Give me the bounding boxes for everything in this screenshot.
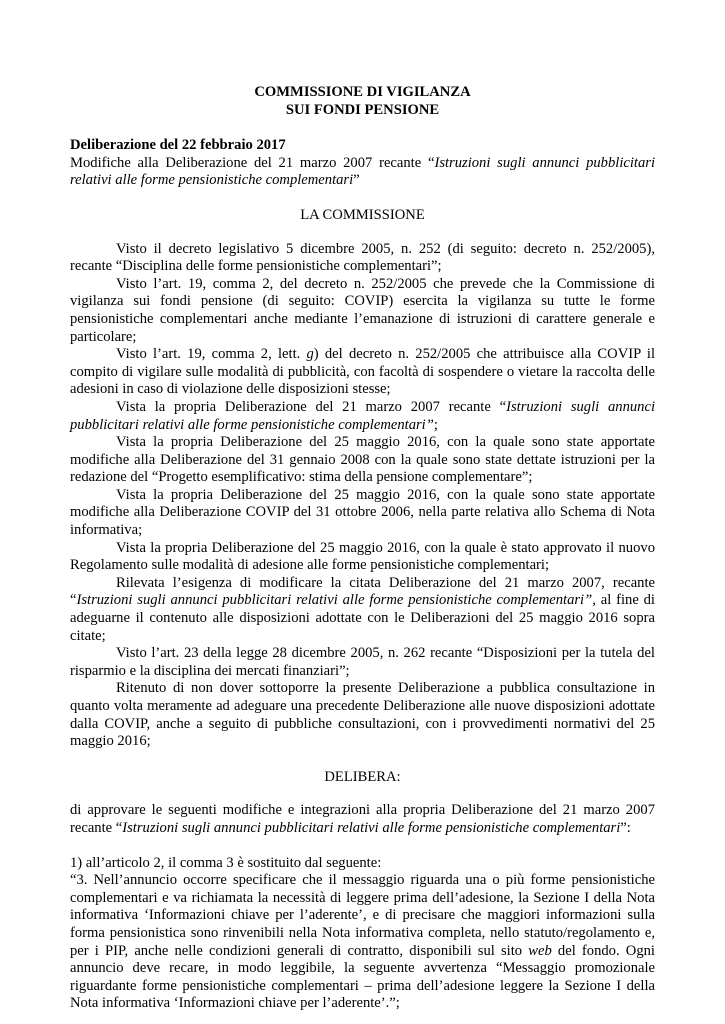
consideration-paragraph [70, 276, 655, 346]
consideration-text: al fine di adeguarne il contenuto alle disposizioni adottate con le Deliberazioni del 25 maggio 2016 sopra citate; [70, 592, 655, 644]
consideration-paragraph [70, 399, 655, 434]
deliberation-subject-italic: Istruzioni sugli annunci pubblicitari relativi alle forme pensionistiche complementari [70, 154, 655, 189]
consideration-paragraph [70, 575, 655, 645]
commission-header [70, 84, 655, 119]
article-text [70, 872, 655, 1013]
considerations-list [70, 241, 655, 751]
consideration-text: Vista la propria Deliberazione del 25 maggio 2016, con la quale è stato approvato il nuovo Regolamento sulle modalità di adesione alle forme pensionistiche complementari; [70, 539, 655, 574]
article-block [70, 855, 655, 1013]
deliberation-subject [70, 155, 655, 190]
consideration-text: Visto l’art. 19, comma 2, lett. [116, 346, 307, 363]
consideration-paragraph [70, 487, 655, 540]
resolution-text: ”: [620, 819, 631, 836]
article-text-italic: web [528, 942, 552, 959]
resolution-italic: Istruzioni sugli annunci pubblicitari relativi alle forme pensionistiche complementari [122, 819, 621, 836]
deliberation-subject-suffix: ” [353, 172, 360, 189]
consideration-paragraph [70, 434, 655, 487]
consideration-text: Visto l’art. 19, comma 2, del decreto n. 252/2005 che prevede che la Commissione di vigilanza sui fondi pensione (di seguito: COVIP) esercita la vigilanza su tutte le forme pensionistiche complementari anche mediante l’emanazione di istruzioni di carattere generale e particolare; [70, 275, 655, 345]
consideration-text: Rilevata l’esigenza di modificare la citata Deliberazione del 21 marzo 2007, recante “ [70, 574, 655, 609]
consideration-text: Vista la propria Deliberazione del 25 maggio 2016, con la quale sono state apportate modifiche alla Deliberazione COVIP del 31 ottobre 2006, nella parte relativa allo Schema di Nota informativa; [70, 486, 655, 539]
consideration-paragraph [70, 645, 655, 680]
commission-header-line1: COMMISSIONE DI VIGILANZA [254, 84, 471, 100]
resolution-paragraph [70, 802, 655, 837]
article-heading: 1) all’articolo 2, il comma 3 è sostituito dal seguente: [70, 854, 382, 871]
document-page [70, 84, 655, 1013]
consideration-text: ) del decreto n. 252/2005 che attribuisce alla COVIP il compito di vigilare sulle modalità di pubblicità, con facoltà di sospendere o vietare la raccolta delle adesioni in caso di violazione delle disposizioni stesse; [70, 346, 655, 398]
consideration-text: Vista la propria Deliberazione del 25 maggio 2016, con la quale sono state apportate modifiche alla Deliberazione del 31 gennaio 2008 con la quale sono state dettate istruzioni per la redazione del “Progetto esemplificativo: stima della pensione complementare”; [70, 434, 655, 486]
consideration-italic: g [306, 346, 314, 363]
article-text-part: del fondo. Ogni annuncio deve recare, in modo leggibile, la seguente avvertenza “Messaggio promozionale riguardante forme pensionistiche complementari – prima dell’adesione leggere la Sezione I della Nota informativa ‘Informazioni chiave per l’aderente’.”; [70, 942, 655, 1012]
consideration-paragraph [70, 540, 655, 575]
consideration-text: Visto il decreto legislativo 5 dicembre 2005, n. 252 (di seguito: decreto n. 252/2005), recante “Disciplina delle forme pensionistiche complementari”; [70, 240, 655, 275]
consideration-paragraph [70, 680, 655, 750]
consideration-text: Vista la propria Deliberazione del 21 marzo 2007 recante “ [116, 398, 507, 415]
deliberation-heading [70, 137, 655, 190]
deliberation-subject-prefix: Modifiche alla Deliberazione del 21 marzo 2007 recante “ [70, 154, 435, 171]
consideration-text: Visto l’art. 23 della legge 28 dicembre 2005, n. 262 recante “Disposizioni per la tutela del risparmio e la disciplina dei mercati finanziari”; [70, 645, 655, 679]
consideration-italic: Istruzioni sugli annunci pubblicitari relativi alle forme pensionistiche complementari” [70, 398, 655, 433]
consideration-text: ; [433, 416, 438, 433]
resolution-text: di approvare le seguenti modifiche e integrazioni alla propria Deliberazione del 21 marzo 2007 recante “ [70, 802, 655, 836]
commission-header-line2: SUI FONDI PENSIONE [285, 101, 440, 118]
consideration-italic: Istruzioni sugli annunci pubblicitari relativi alle forme pensionistiche complementari”, [76, 592, 596, 609]
consideration-paragraph [70, 241, 655, 276]
consideration-paragraph [70, 346, 655, 399]
delibera-title: DELIBERA: [324, 768, 401, 785]
consideration-text: Ritenuto di non dover sottoporre la presente Deliberazione a pubblica consultazione in quanto volta meramente ad adeguare una precedente Deliberazione alle nuove disposizioni adottate dalla COVIP, anche a seguito di pubbliche consultazioni, con i provvedimenti normativi del 25 maggio 2016; [70, 680, 655, 750]
deliberation-date: Deliberazione del 22 febbraio 2017 [70, 137, 286, 154]
section-title: LA COMMISSIONE [300, 206, 425, 223]
article-text-part: “3. Nell’annuncio occorre specificare che il messaggio riguarda una o più forme pensionistiche complementari e va richiamata la necessità di leggere prima dell’adesione, la Sezione I della Nota informativa ‘Informazioni chiave per l’aderente’, e di precisare che maggiori informazioni sulla forma pensionistica sono rinvenibili nella Nota informativa completa, nello statuto/regolamento e, per i PIP, anche nelle condizioni generali di contratto, disponibili sul sito [70, 872, 655, 959]
